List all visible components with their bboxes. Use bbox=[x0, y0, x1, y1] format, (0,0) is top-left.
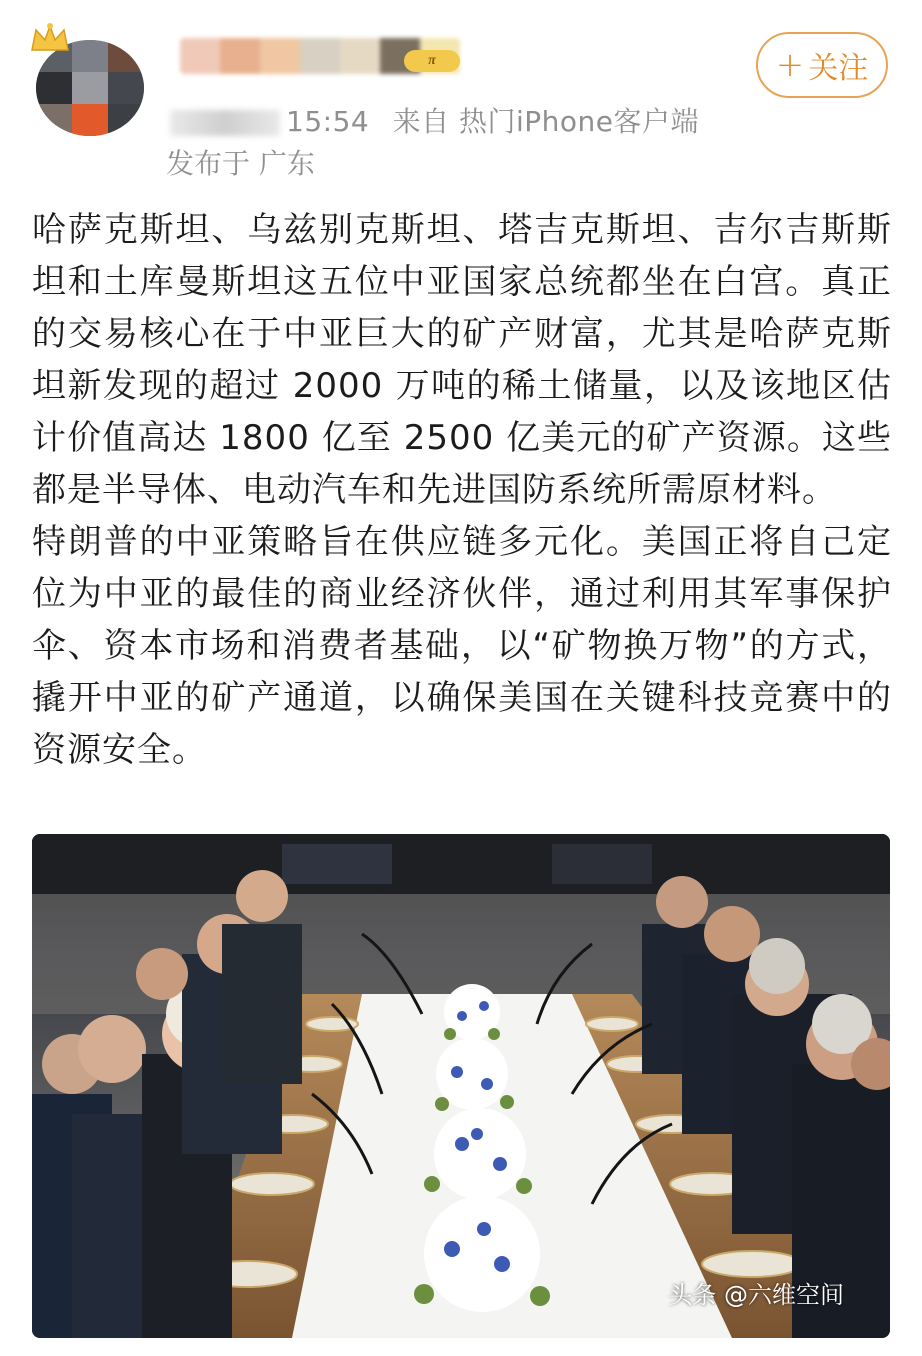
post-header bbox=[0, 0, 922, 190]
follow-button[interactable] bbox=[756, 32, 888, 98]
post-body bbox=[32, 204, 892, 776]
post-time: 15:54 bbox=[286, 105, 370, 138]
meeting-photo-icon bbox=[32, 834, 890, 1338]
plus-icon: + bbox=[775, 45, 805, 85]
post-paragraph: 特朗普的中亚策略旨在供应链多元化。美国正将自己定位为中亚的最佳的商业经济伙伴，通过利用其军事保护伞、资本市场和消费者基础，以“矿物换万物”的方式，撬开中亚的矿产通道，以确保美国在关键科技竞赛中的资源安全。 bbox=[32, 522, 892, 770]
watermark: 头条 @六维空间 bbox=[668, 1281, 844, 1309]
post-date-blurred bbox=[170, 110, 280, 136]
post-meta bbox=[170, 100, 699, 140]
post-source: 来自 热门iPhone客户端 bbox=[392, 105, 700, 138]
follow-label: 关注 bbox=[808, 51, 869, 86]
vip-badge: π bbox=[404, 50, 460, 72]
crown-icon bbox=[28, 22, 72, 56]
post-image[interactable] bbox=[32, 834, 890, 1338]
post-location: 发布于 广东 bbox=[166, 147, 315, 180]
post-paragraph: 哈萨克斯坦、乌兹别克斯坦、塔吉克斯坦、吉尔吉斯斯坦和土库曼斯坦这五位中亚国家总统都坐在白宫。真正的交易核心在于中亚巨大的矿产财富，尤其是哈萨克斯坦新发现的超过 2000 万吨的稀土储量，以及该地区估计价值高达 1800 亿至 2500 亿美元的矿产资源。这些都是半导体、电动汽车和先进国防系统所需原材料。 bbox=[32, 210, 892, 510]
